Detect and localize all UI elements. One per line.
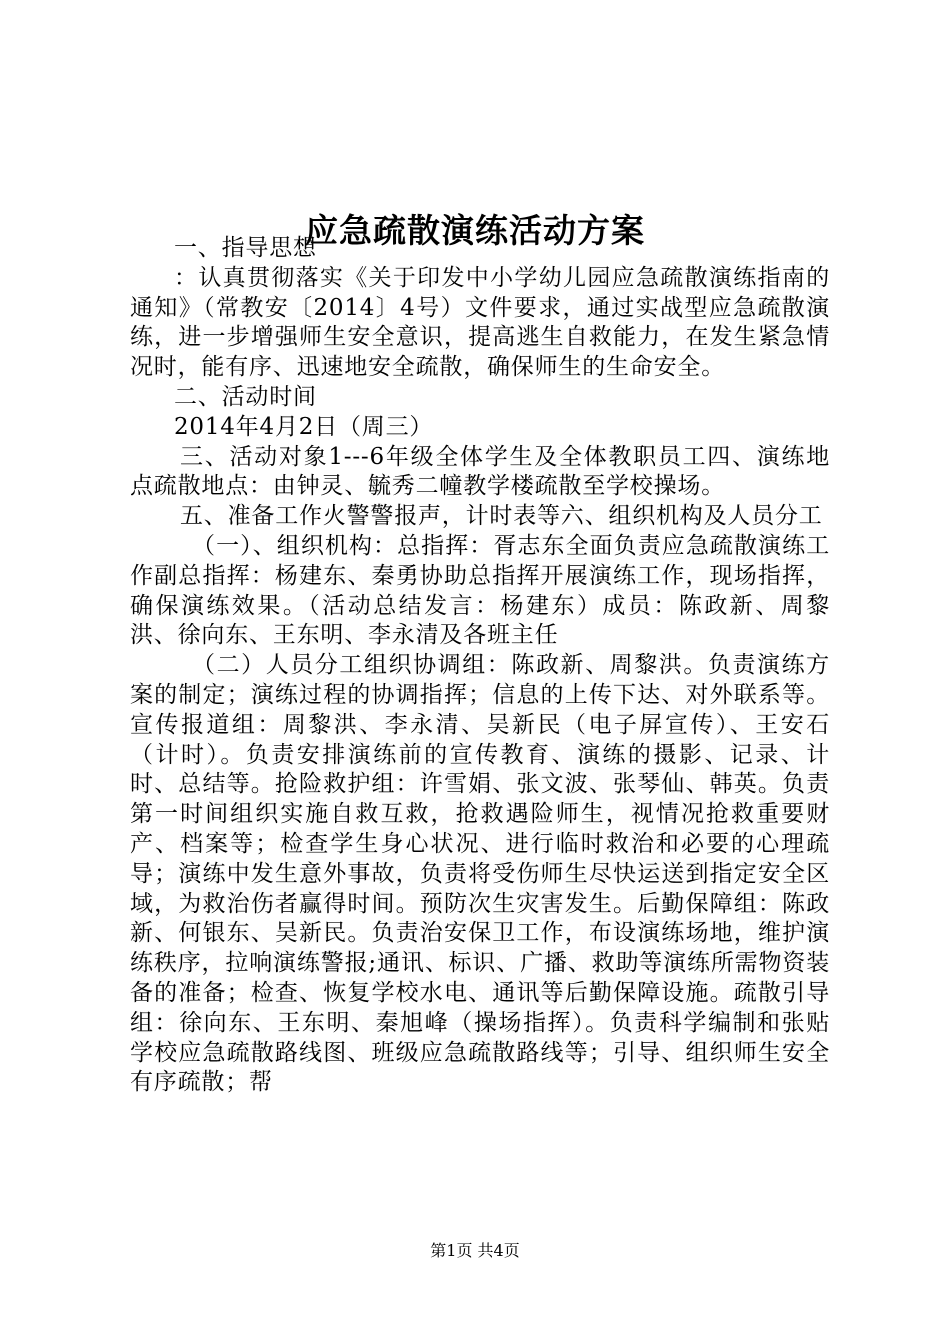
paragraph-activity-date: 2014年4月2日（周三）	[174, 413, 434, 440]
section-heading-activity-time: 二、活动时间	[174, 383, 317, 410]
paragraph-organization: （一）、组织机构：总指挥：胥志东全面负责应急疏散演练工作副总指挥：杨建东、秦勇协助总指挥开展演练工作，现场指挥，确保演练效果。（活动总结发言：杨建东）成员：陈政新、周黎洪、徐向东、王东明、李永清及各班主任	[130, 532, 830, 649]
paragraph-staff-assignment: （二）人员分工组织协调组：陈政新、周黎洪。负责演练方案的制定；演练过程的协调指挥；信息的上传下达、对外联系等。宣传报道组：周黎洪、李永清、吴新民（电子屏宣传）、王安石（计时）。负责安排演练前的宣传教育、演练的摄影、记录、计时、总结等。抢险救护组：许雪娟、张文波、张琴仙、韩英。负责第一时间组织实施自救互救，抢救遇险师生，视情况抢救重要财产、档案等；检查学生身心状况、进行临时救治和必要的心理疏导；演练中发生意外事故，负责将受伤师生尽快运送到指定安全区域，为救治伤者赢得时间。预防次生灾害发生。后勤保障组：陈政新、何银东、吴新民。负责治安保卫工作，布设演练场地，维护演练秩序，拉响演练警报;通讯、标识、广播、救助等演练所需物资装备的准备；检查、恢复学校水电、通讯等后勤保障设施。疏散引导组：徐向东、王东明、秦旭峰（操场指挥）。负责科学编制和张贴学校应急疏散路线图、班级应急疏散路线等；引导、组织师生安全有序疏散；帮	[130, 652, 830, 1096]
document-title: 应急疏散演练活动方案	[305, 211, 645, 251]
paragraph-preparation: 五、准备工作火警警报声，计时表等六、组织机构及人员分工	[180, 503, 823, 530]
section-heading-guiding-thought: 一、指导思想	[174, 235, 317, 261]
paragraph-activity-target: 三、活动对象1---6年级全体学生及全体教职员工四、演练地点疏散地点：由钟灵、毓秀二幢教学楼疏散至学校操场。	[130, 443, 830, 500]
page-number: 第1页 共4页	[430, 1241, 520, 1260]
paragraph-guiding-thought: ：认真贯彻落实《关于印发中小学幼儿园应急疏散演练指南的通知》（常教安〔2014〕4号）文件要求，通过实战型应急疏散演练，进一步增强师生安全意识，提高逃生自救能力，在发生紧急情况时，能有序、迅速地安全疏散，确保师生的生命安全。	[130, 264, 830, 381]
document-body	[130, 234, 830, 1098]
